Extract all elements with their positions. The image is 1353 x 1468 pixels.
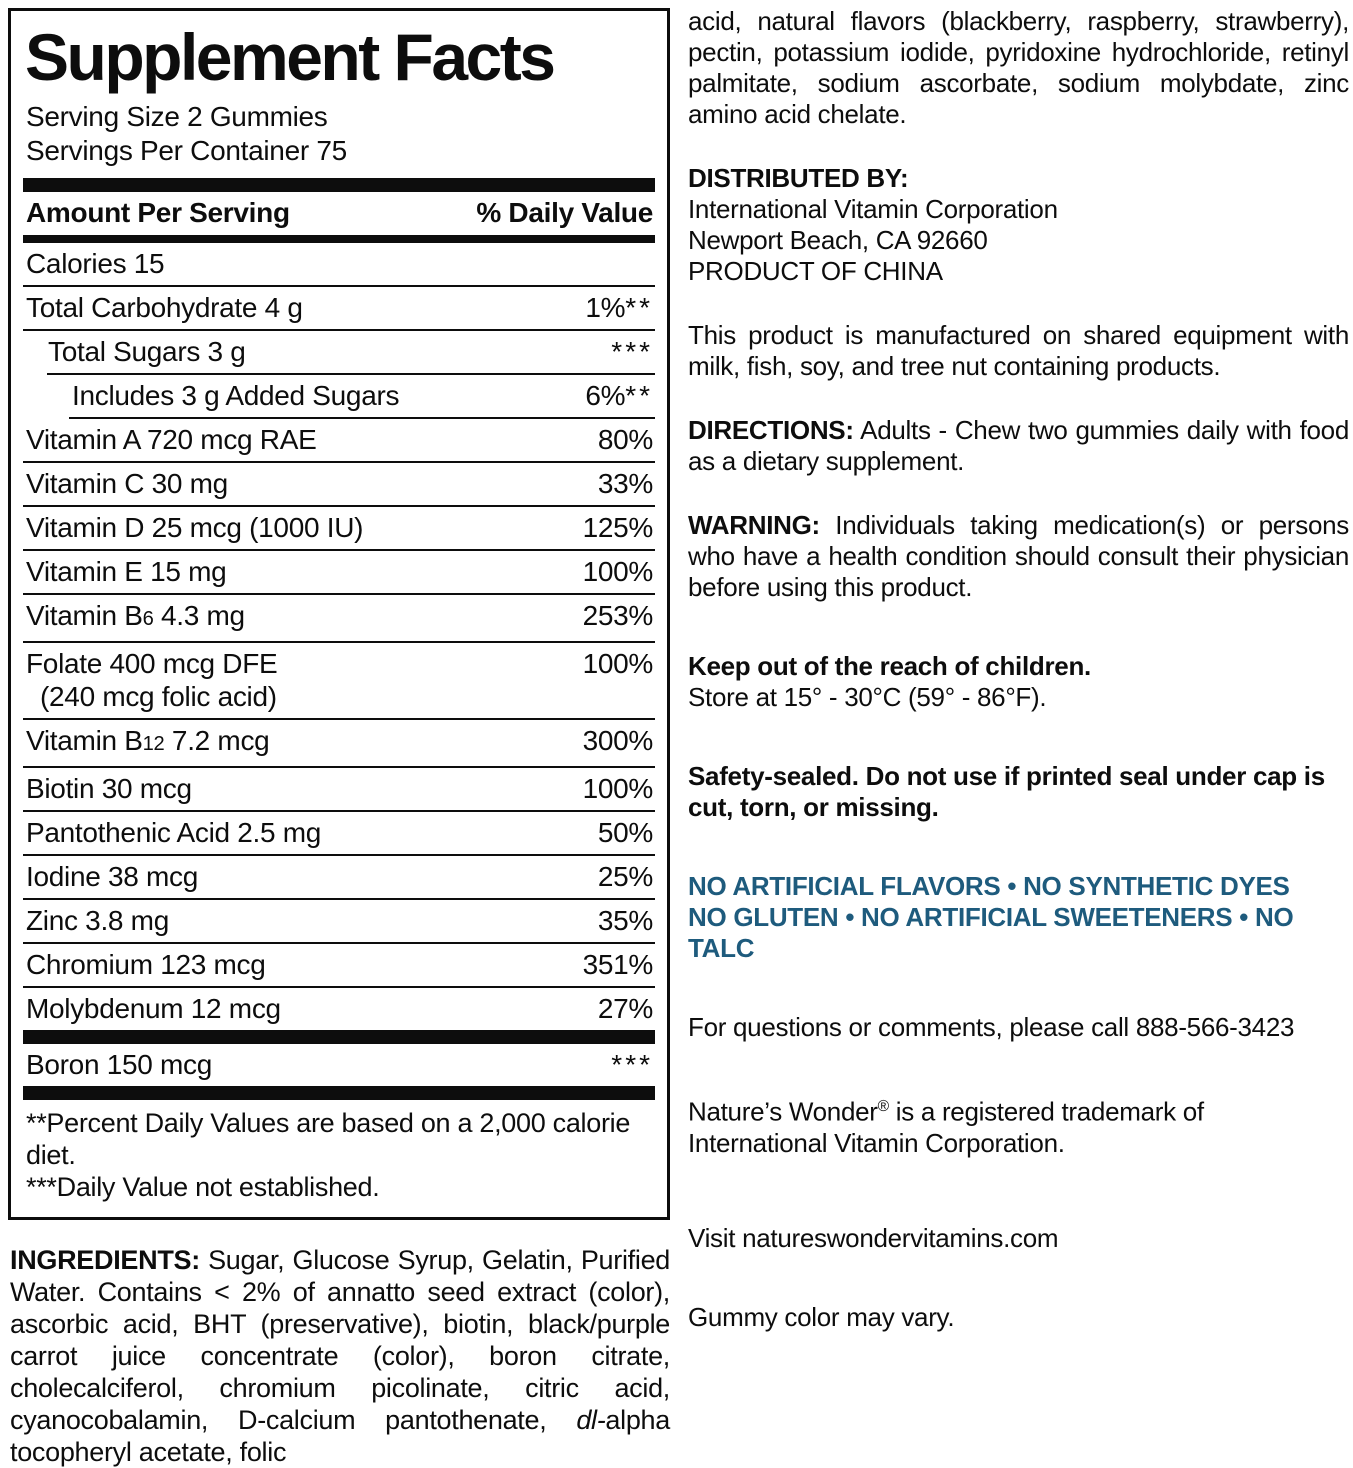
daily-value-percent: 100%	[582, 556, 653, 588]
row-label: Total Carbohydrate 4 g	[26, 292, 303, 324]
daily-value-percent: 50%	[597, 817, 653, 849]
daily-value-percent: 1%	[585, 292, 626, 324]
supplement-facts-panel	[8, 8, 670, 1220]
daily-value-percent: 80%	[597, 424, 653, 456]
row-daily-value	[598, 904, 653, 937]
children-storage-block	[688, 651, 1349, 713]
facts-row	[23, 768, 655, 810]
trademark-brand: Nature’s Wonder	[688, 1096, 878, 1127]
divider-bar-thick	[23, 1030, 655, 1044]
daily-value-percent: 33%	[597, 468, 653, 500]
facts-header	[23, 192, 655, 235]
row-label: Boron 150 mcg	[26, 1049, 212, 1081]
row-daily-value	[598, 860, 653, 893]
row-daily-value	[583, 948, 653, 981]
row-daily-value	[598, 467, 653, 500]
directions-paragraph	[688, 415, 1349, 477]
daily-value-percent: 27%	[597, 993, 653, 1025]
facts-row	[23, 463, 655, 505]
ingredients-text-2: alpha tocopheryl acetate, folic	[10, 1405, 670, 1468]
warning-paragraph	[688, 510, 1349, 603]
footnote-daily-values: **Percent Daily Values are based on a 2,000 calorie diet.	[26, 1108, 631, 1171]
row-label-part: 4.3 mg	[153, 600, 245, 632]
row-label: Vitamin E 15 mg	[26, 556, 227, 588]
row-label: Folate 400 mcg DFE (240 mcg folic acid)	[26, 647, 583, 713]
daily-value-asterisks: ***	[611, 1049, 653, 1081]
divider-bar-thick	[23, 1086, 655, 1100]
facts-row	[23, 243, 655, 285]
ingredients-italic: dl-	[576, 1405, 606, 1436]
daily-value-percent: 125%	[582, 512, 653, 544]
registered-mark: ®	[877, 1098, 889, 1115]
row-label-part: 7.2 mcg	[164, 725, 270, 757]
daily-value-percent: 6%	[585, 380, 626, 412]
daily-value-asterisks: ***	[611, 336, 653, 368]
ingredients-continued: acid, natural flavors (blackberry, raspberry, strawberry), pectin, potassium iodide, pyridoxine hydrochloride, retinyl palmitate, sodium ascorbate, sodium molybdate, zinc amino acid chelate.	[688, 6, 1349, 129]
row-daily-value	[598, 992, 653, 1025]
directions-text: Adults - Chew two gummies daily with food as a dietary supplement.	[688, 415, 1349, 476]
trademark-text: is a registered trademark of International Vitamin Corporation.	[688, 1096, 1204, 1158]
daily-value-percent: 100%	[582, 648, 653, 680]
warning-text: Individuals taking medication(s) or persons who have a health condition should consult their physician before using this product.	[688, 510, 1349, 602]
facts-row	[23, 720, 655, 766]
row-label: Calories 15	[26, 248, 165, 280]
facts-row	[23, 856, 655, 898]
directions-lead: DIRECTIONS:	[688, 415, 854, 445]
daily-value-percent: 300%	[582, 725, 653, 757]
facts-row	[23, 988, 655, 1030]
row-daily-value	[583, 599, 653, 632]
row-label: Molybdenum 12 mcg	[26, 993, 281, 1025]
daily-value-percent: 100%	[582, 773, 653, 805]
facts-row	[23, 551, 655, 593]
ingredients-lead: INGREDIENTS:	[10, 1245, 200, 1276]
website-link: Visit natureswondervitamins.com	[688, 1222, 1059, 1253]
footnote-not-established: ***Daily Value not established.	[26, 1172, 380, 1203]
distributor-city: Newport Beach, CA 92660	[688, 225, 988, 255]
row-daily-value	[598, 816, 653, 849]
row-label-part: Vitamin B	[26, 725, 143, 757]
distributor-name: International Vitamin Corporation	[688, 194, 1058, 224]
row-label: Vitamin A 720 mcg RAE	[26, 424, 317, 456]
amount-per-serving-header: Amount Per Serving	[26, 197, 290, 229]
daily-value-asterisks: **	[625, 380, 653, 412]
row-label: Vitamin C 30 mg	[26, 468, 228, 500]
daily-value-asterisks: **	[625, 292, 653, 324]
row-label-line2: (240 mcg folic acid)	[40, 681, 277, 713]
row-label: Includes 3 g Added Sugars	[72, 380, 400, 412]
panel-title: Supplement Facts	[25, 20, 554, 94]
facts-row	[23, 944, 655, 986]
row-label-part: Vitamin B	[26, 600, 143, 632]
row-label	[26, 599, 583, 636]
gummy-color-note: Gummy color may vary.	[688, 1301, 955, 1332]
facts-row	[23, 1044, 655, 1086]
claims-line-2: NO GLUTEN • NO ARTIFICIAL SWEETENERS • NO TALC	[688, 902, 1294, 963]
daily-value-percent: 351%	[582, 949, 653, 981]
facts-row	[23, 643, 655, 718]
ingredients-text-1: Sugar, Glucose Syrup, Gelatin, Purified Water. Contains < 2% of annatto seed extract (color), ascorbic acid, BHT (preservative), biotin, black/purple carrot juice concentrate (color), boron citrate, cholecalciferol, chromium picolinate, citric acid, cyanocobalamin, D-calcium pantothenate,	[10, 1245, 670, 1436]
row-label: Zinc 3.8 mg	[26, 905, 169, 937]
row-daily-value	[583, 647, 653, 680]
daily-value-percent: 35%	[597, 905, 653, 937]
daily-value-header: % Daily Value	[476, 197, 653, 229]
row-label-subscript: 12	[142, 733, 165, 756]
product-origin: PRODUCT OF CHINA	[688, 256, 943, 286]
row-label-subscript: 6	[142, 608, 154, 631]
row-label: Vitamin D 25 mcg (1000 IU)	[26, 512, 364, 544]
row-daily-value	[583, 724, 653, 757]
serving-size: Serving Size 2 Gummies	[26, 101, 328, 133]
row-label	[26, 724, 583, 761]
warning-lead: WARNING:	[688, 510, 820, 540]
facts-row	[23, 419, 655, 461]
keep-out-of-reach: Keep out of the reach of children.	[688, 651, 1091, 681]
facts-rows	[23, 243, 655, 1100]
facts-row	[23, 287, 655, 329]
row-daily-value	[585, 291, 653, 324]
facts-row	[23, 812, 655, 854]
footnotes	[23, 1100, 655, 1205]
safety-seal-notice: Safety-sealed. Do not use if printed seal under cap is cut, torn, or missing.	[688, 761, 1325, 822]
ingredients-paragraph	[8, 1244, 670, 1468]
facts-row	[23, 331, 655, 373]
row-label: Pantothenic Acid 2.5 mg	[26, 817, 322, 849]
divider-bar-top	[23, 178, 655, 192]
shared-equipment-notice: This product is manufactured on shared equipment with milk, fish, soy, and tree nut containing products.	[688, 320, 1349, 381]
servings-per-container: Servings Per Container 75	[26, 135, 347, 167]
right-column	[688, 6, 1351, 1333]
facts-row	[23, 900, 655, 942]
row-daily-value	[585, 379, 653, 412]
row-daily-value	[598, 423, 653, 456]
trademark-notice	[688, 1091, 1349, 1159]
facts-row	[23, 507, 655, 549]
row-label: Biotin 30 mcg	[26, 773, 192, 805]
row-label: Chromium 123 mcg	[26, 949, 266, 981]
row-daily-value	[583, 772, 653, 805]
row-daily-value	[583, 511, 653, 544]
questions-phone: For questions or comments, please call 888-566-3423	[688, 1012, 1295, 1042]
facts-row	[23, 595, 655, 641]
claims-block	[688, 871, 1349, 964]
divider-bar-header	[23, 235, 655, 243]
left-column	[8, 8, 670, 1468]
claims-line-1: NO ARTIFICIAL FLAVORS • NO SYNTHETIC DYES	[688, 871, 1290, 901]
row-daily-value	[583, 555, 653, 588]
daily-value-percent: 25%	[597, 861, 653, 893]
row-label: Total Sugars 3 g	[48, 336, 246, 368]
daily-value-percent: 253%	[582, 600, 653, 632]
row-daily-value	[611, 1048, 653, 1081]
storage-instructions: Store at 15° - 30°C (59° - 86°F).	[688, 682, 1047, 712]
row-daily-value	[611, 335, 653, 368]
distributed-by-block	[688, 163, 1349, 287]
distributed-by-heading: DISTRIBUTED BY:	[688, 163, 909, 193]
row-label: Iodine 38 mcg	[26, 861, 198, 893]
facts-row	[23, 375, 655, 417]
